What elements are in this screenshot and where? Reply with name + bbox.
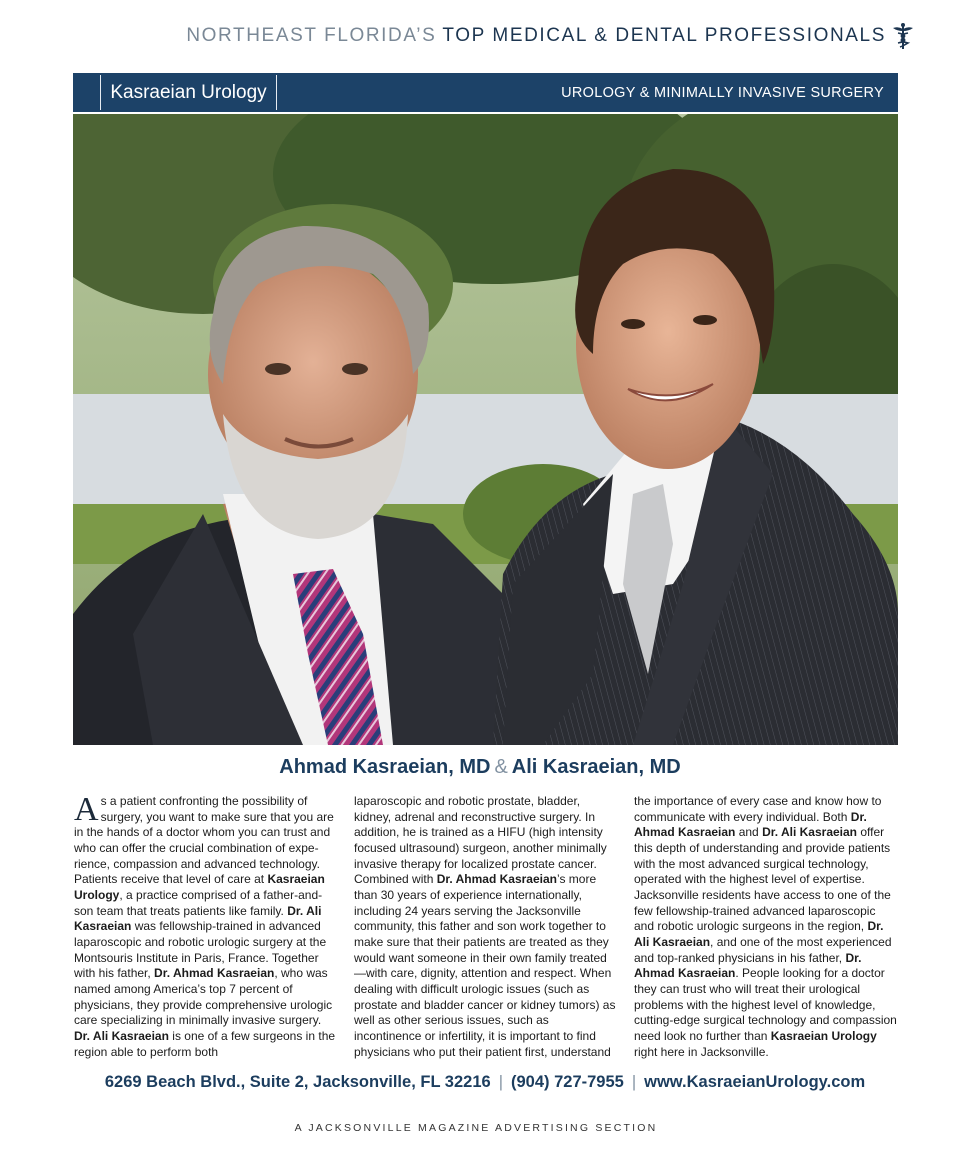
doctor-name-ali: Ali Kasraeian, MD xyxy=(511,756,681,778)
bold-practice-name: Kasraeian Urology xyxy=(770,1028,877,1043)
bold-doctor-name: Dr. Ali Kasraeian xyxy=(74,903,322,934)
text-run: laparoscopic and robotic prostate, bladder, kidney, adrenal and reconstructive surgery. In addition, he is trained as a HIFU (high intensity focused ultrasound) surgeon, another minimally invasive therapy for localized prostate cancer. Combined with xyxy=(354,794,607,887)
article-body xyxy=(74,791,898,1062)
text-run: s a patient confronting the possibility of surgery, you want to make sure that you are in the hands of a doctor whom you can trust and who can offer the crucial combination of expe-rience, compassion and advanced technology. Patients receive that level of care at xyxy=(74,794,334,887)
bold-doctor-name: Dr. Ali Kasraeian xyxy=(634,919,884,949)
bold-doctor-name: Dr. Ali Kasraeian xyxy=(762,825,858,840)
practice-banner xyxy=(73,73,898,112)
text-run: ’s more than 30 years of experience internationally, including 24 years serving the Jacksonville community, this father and son work together to make sure that their patients are treated as they would want someone in their own family treated—with care, dignity, attention and respect. When dealing with difficult urologic issues (such as prostate and bladder cancer or kidney tumors) as well as other serious issues, such as incontinence or infertility, it is important to find physicians who put their patient first, understand xyxy=(354,872,616,1059)
article-column-3 xyxy=(634,794,898,1060)
text-run: , and one of the most experienced and top-ranked physicians in his father, xyxy=(634,934,892,965)
bold-doctor-name: Dr. Ahmad Kasraeian xyxy=(634,950,862,981)
bold-doctor-name: Dr. Ahmad Kasraeian xyxy=(436,872,557,887)
article-column-1 xyxy=(74,791,338,1060)
text-run: , who was named among America’s top 7 percent of physicians, they provide comprehensive urologic care specializing in minimally invasive surgery. xyxy=(74,966,333,1028)
doctor-names-heading xyxy=(0,756,960,779)
bold-doctor-name: Dr. Ali Kasraeian xyxy=(74,1028,169,1043)
portrait-photo xyxy=(73,114,898,745)
bold-doctor-name: Dr. Ahmad Kasraeian xyxy=(634,809,867,840)
text-run: right here in Jacksonville. xyxy=(634,1044,769,1059)
section-footer: A JACKSONVILLE MAGAZINE ADVERTISING SECTION xyxy=(294,1122,658,1134)
portrait-illustration xyxy=(73,114,898,745)
text-run: , a practice comprised of a father-and-son team that treats patients like family. xyxy=(74,887,323,918)
caduceus-icon xyxy=(892,22,914,50)
address-text: 6269 Beach Blvd., Suite 2, Jacksonville, FL 32216 xyxy=(104,1073,491,1091)
separator: | xyxy=(631,1073,637,1091)
separator: | xyxy=(498,1073,503,1091)
ampersand: & xyxy=(494,756,508,778)
doctor-name-ahmad: Ahmad Kasraeian, MD xyxy=(279,756,491,778)
practice-name: Kasraeian Urology xyxy=(110,81,267,103)
bold-doctor-name: Dr. Ahmad Kasraeian xyxy=(154,966,275,981)
text-run: was fellowship-trained in advanced laparoscopic and robotic urologic surgery at the Montsouris Institute in Paris, France. Together with his father, xyxy=(74,919,327,981)
article-column-2 xyxy=(354,794,618,1060)
header-region-text: NORTHEAST FLORIDA’S xyxy=(186,25,437,46)
page-header xyxy=(186,22,914,50)
drop-cap: A xyxy=(74,791,99,828)
phone-text[interactable]: (904) 727-7955 xyxy=(511,1073,624,1091)
text-run: offer this depth of understanding and provide patients with the most advanced surgical technology, operated with the highest level of expertise. Jacksonville residents have access to one of the few fellowship-trained advanced laparoscopic and robotic urologic surgeons in the region, xyxy=(634,825,891,934)
text-run: . People looking for a doctor they can trust who will treat their urological problems with the highest level of knowledge, cutting-edge surgical technology and compassion need look no further than xyxy=(634,966,897,1043)
text-run: the importance of every case and know how to communicate with every individual. Both xyxy=(634,794,882,824)
header-title-text: TOP MEDICAL & DENTAL PROFESSIONALS xyxy=(442,25,886,46)
website-link[interactable]: www.KasraeianUrology.com xyxy=(644,1073,866,1091)
practice-specialty: UROLOGY & MINIMALLY INVASIVE SURGERY xyxy=(561,84,884,101)
text-run: and xyxy=(735,825,763,840)
text-run: is one of a few surgeons in the region able to perform both xyxy=(74,1028,336,1059)
practice-name-box xyxy=(100,75,277,110)
contact-line xyxy=(0,1073,960,1092)
bold-practice-name: Kasraeian Urology xyxy=(74,872,325,902)
